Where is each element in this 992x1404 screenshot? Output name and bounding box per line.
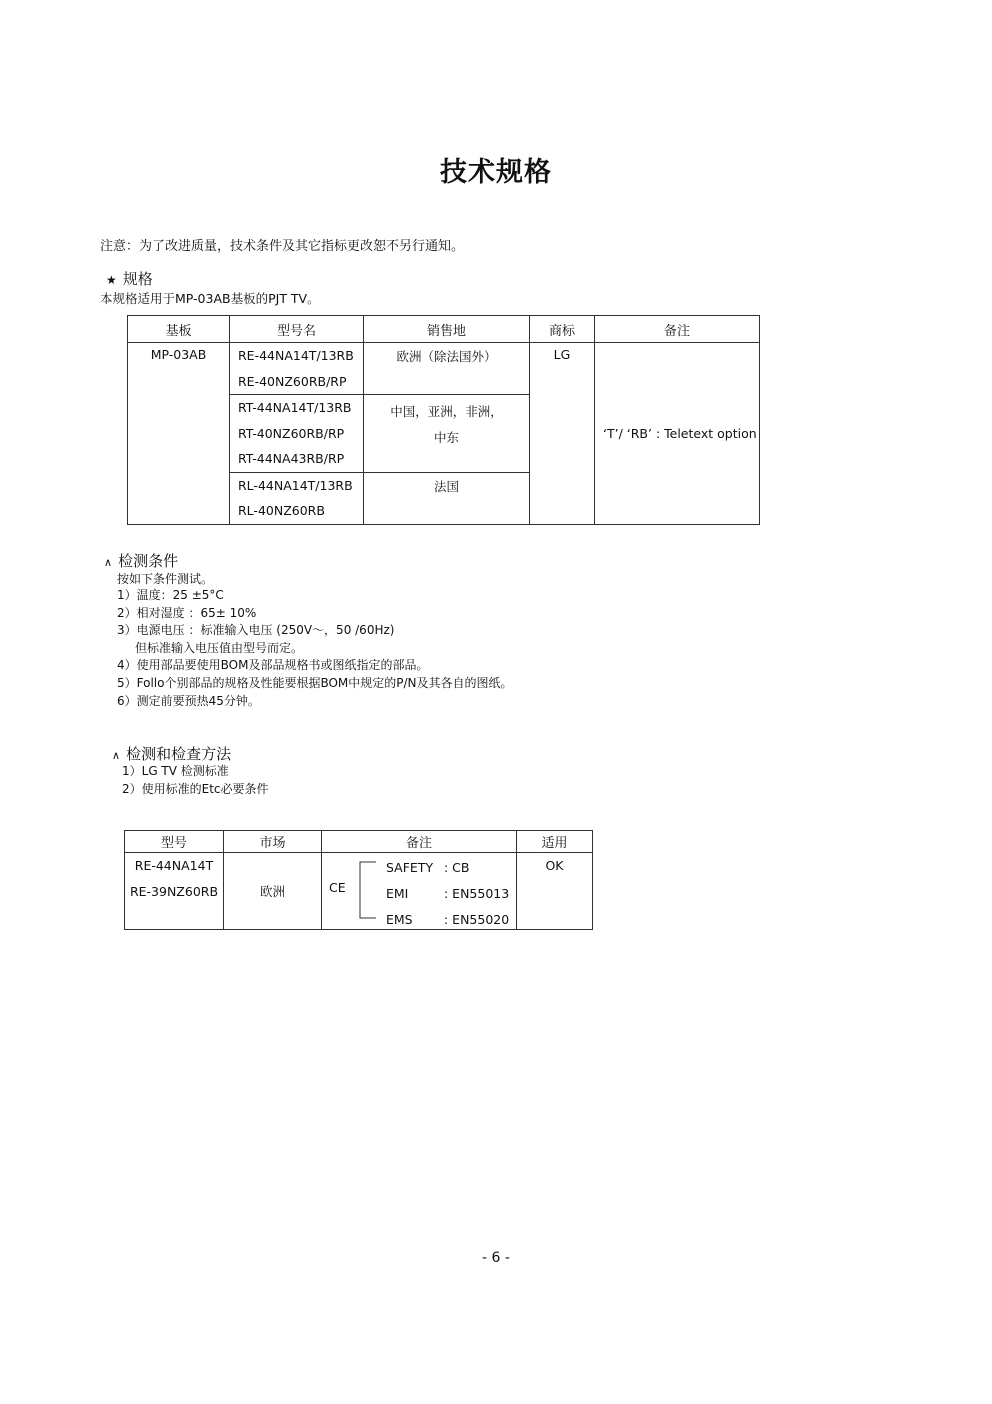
model-name: RL-44NA14T/13RB [238, 477, 353, 493]
region-cell [364, 343, 530, 395]
header-market: 市场 [224, 831, 322, 853]
model-name: RT-44NA14T/13RB [238, 400, 352, 415]
list-item: 3）电源电压 ：标准输入电压 (250V～，50 /60Hz) [117, 623, 395, 638]
model-cell [230, 395, 364, 473]
standard-name: SAFETY [386, 860, 434, 875]
cert-mark: CE [329, 880, 346, 895]
list-item: 1）LG TV 检测标准 [122, 764, 229, 778]
model-name: RT-44NA43RB/RP [238, 451, 345, 466]
region-text: 欧洲（除法国外） [396, 349, 497, 364]
page-title: 技术规格 [440, 157, 552, 188]
spec-intro: 本规格适用于MP-03AB基板的PJT TV。 [100, 291, 320, 306]
list-item: 4）使用部品要使用BOM及部品规格书或图纸指定的部品。 [117, 658, 429, 673]
conditions-list [117, 587, 513, 710]
test-table [124, 830, 593, 930]
region-text: 中国，亚洲，非洲， [390, 404, 503, 419]
spec-heading-text: 规格 [122, 270, 153, 288]
region-text: 中东 [433, 430, 459, 445]
model-cell [125, 853, 224, 930]
remark-cell: ‘T’/ ‘RB’ : Teletext option [595, 343, 760, 525]
brand-cell: LG [530, 343, 595, 525]
region-cell [364, 395, 530, 473]
applicable-cell: OK [517, 853, 593, 930]
header-remark: 备注 [322, 831, 517, 853]
header-model: 型号名 [230, 316, 364, 343]
list-item: 但标准输入电压值由型号而定。 [135, 640, 304, 655]
remark-cell [322, 853, 517, 930]
standard-name: EMI [386, 886, 409, 901]
model-name: RT-40NZ60RB/RP [238, 425, 345, 441]
caret-icon: ∧ [104, 556, 113, 569]
model-name: RL-40NZ60RB [238, 503, 325, 518]
model-name: RE-39NZ60RB [129, 884, 219, 899]
header-model: 型号 [125, 831, 224, 853]
test-table-header [125, 831, 593, 853]
list-item: 5）Follo个别部品的规格及性能要根据BOM中规定的P/N及其各自的图纸。 [117, 675, 513, 690]
notice-text: 注意：为了改进质量，技术条件及其它指标更改恕不另行通知。 [100, 239, 465, 254]
standards-list [386, 855, 509, 933]
standard-value: : EN55020 [444, 912, 510, 927]
list-item: 6）测定前要预热45分钟。 [117, 693, 260, 708]
model-cell [230, 472, 364, 524]
table-row [128, 343, 760, 395]
list-item: 2）使用标准的Etc必要条件 [122, 781, 269, 796]
standard-row [386, 907, 509, 933]
list-item: 2）相对湿度 ：65± 10% [117, 605, 257, 620]
methods-heading [112, 743, 231, 764]
model-cell [230, 343, 364, 395]
standard-value: : EN55013 [444, 886, 510, 901]
standard-name: EMS [386, 912, 413, 927]
region-text: 法国 [433, 478, 459, 494]
header-remark: 备注 [595, 316, 760, 343]
market-cell: 欧洲 [224, 853, 322, 930]
methods-list [122, 763, 269, 798]
spec-table [127, 315, 760, 525]
standard-row [386, 855, 509, 881]
bracket-icon [358, 861, 378, 919]
model-name: RE-44NA14T/13RB [238, 348, 354, 363]
standard-value: : CB [444, 860, 470, 875]
conditions-intro: 按如下条件测试。 [117, 572, 214, 586]
caret-icon: ∧ [112, 749, 121, 762]
spec-table-header [128, 316, 760, 343]
conditions-heading [104, 550, 178, 571]
header-brand: 商标 [530, 316, 595, 343]
header-region: 销售地 [364, 316, 530, 343]
page-number: - 6 - [482, 1250, 510, 1266]
spec-heading [106, 268, 153, 289]
list-item: 1）温度：25 ±5°C [117, 588, 224, 602]
standard-row [386, 881, 509, 907]
conditions-heading-text: 检测条件 [118, 552, 179, 570]
header-chassis: 基板 [128, 316, 230, 343]
model-name: RE-40NZ60RB/RP [238, 373, 347, 389]
chassis-cell: MP-03AB [128, 343, 230, 525]
star-icon: ★ [106, 273, 117, 287]
table-row [125, 853, 593, 930]
model-name: RE-44NA14T [134, 858, 214, 873]
methods-heading-text: 检测和检查方法 [126, 745, 232, 763]
region-cell [364, 472, 530, 524]
header-applicable: 适用 [517, 831, 593, 853]
